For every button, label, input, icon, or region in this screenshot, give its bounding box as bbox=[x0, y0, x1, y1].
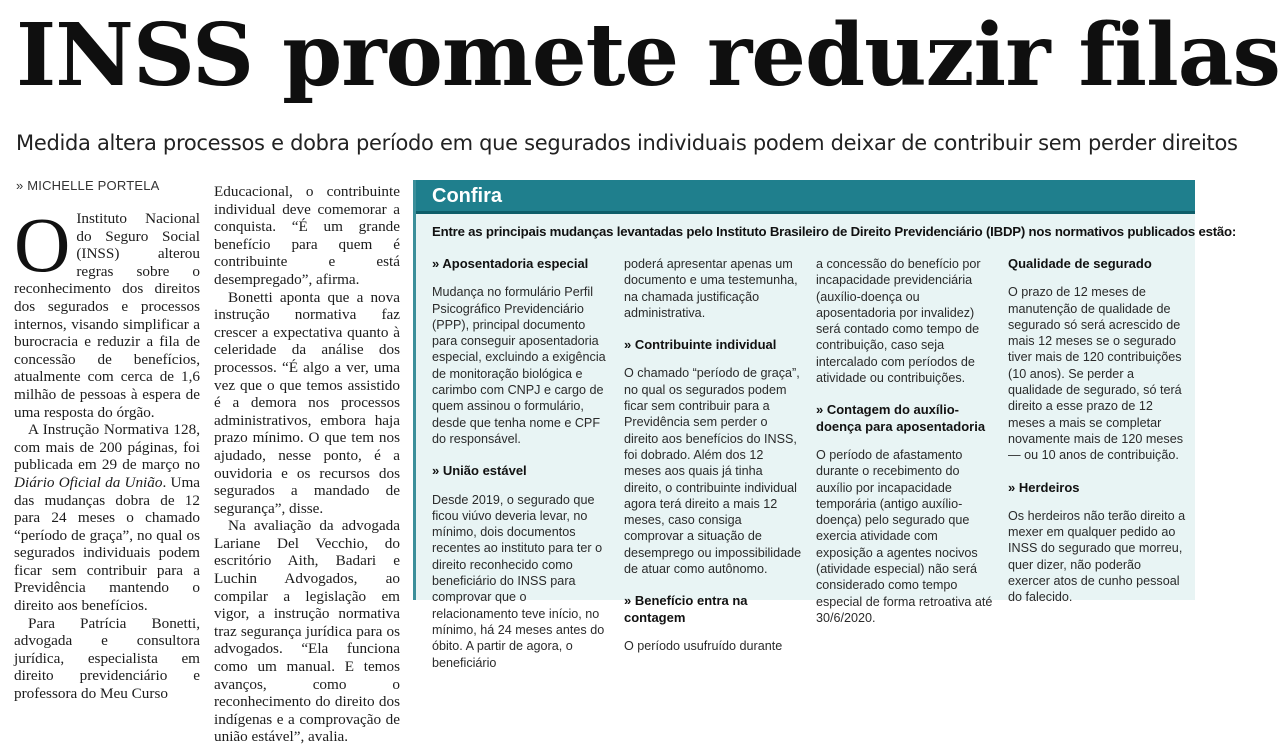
newspaper-name: Diário Oficial da União bbox=[14, 473, 163, 491]
section-body: Mudança no formulário Perfil Psicográfico Previdenciário (PPP), principal documento para conseguir aposentadoria especial, excluindo a exigência de monitoração biológica e carimbo com CNPJ e cargo de quem assinou o formulário, desde que tenha nome e CPF do responsável. bbox=[432, 285, 606, 446]
section-title: » Herdeiros bbox=[1008, 479, 1080, 495]
confira-box bbox=[413, 180, 1237, 670]
article-paragraph: Bonetti aponta que a nova instrução normativa faz crescer a expectativa quanto à celeridade da análise dos processos. “É algo a ver, uma vez que o que temos assistido é a demora nos processos administrativos, embora haja prazo mínimo. O que tem nos ajudado, nesse ponto, é a ouvidoria e os recursos dos segurados a mandado de segurança”, disse. bbox=[214, 288, 400, 517]
box-intro: Entre as principais mudanças levantadas pelo Instituto Brasileiro de Direito Previdenciário (IBDP) nos normativos publicados estão: bbox=[432, 224, 1237, 239]
section-title: » Aposentadoria especial bbox=[432, 256, 589, 271]
section-title: » Contribuinte individual bbox=[624, 337, 777, 353]
section-body: O prazo de 12 meses de manutenção de qualidade de segurado só será acrescido de mais 12 meses se o segurado tiver mais de 120 contribuições (10 anos). Se perder a qualidade de segurado, só terá direito a esse prazo de 12 meses a mais se completar novamente mais de 120 meses — ou 10 anos de contribuição. bbox=[1008, 285, 1184, 463]
box-title: Confira bbox=[432, 185, 502, 207]
box-column-4 bbox=[1008, 256, 1186, 605]
dropcap: O bbox=[14, 201, 71, 288]
section-title: » Contagem do auxílio-doença para aposentadoria bbox=[816, 402, 986, 434]
box-column-3 bbox=[816, 256, 994, 625]
box-header bbox=[416, 180, 1195, 214]
article-paragraph: Instituto Nacional do Seguro Social (INSS) alterou regras sobre o reconhecimento dos direitos dos segurados e processos internos, visando simplificar a burocracia e reduzir a fila de concessão de benefícios, atualmente com cerca de 1,6 milhão de pessoas à espera de uma resposta do órgão. bbox=[14, 210, 200, 421]
article-column-2 bbox=[214, 183, 400, 746]
article-paragraph bbox=[14, 421, 200, 615]
article-paragraph: Educacional, o contribuinte individual deve comemorar a conquista. “É um grande benefício para quem é contribuinte e está desempregado”, afirma. bbox=[214, 183, 400, 288]
section-body: Os herdeiros não terão direito a mexer em qualquer pedido ao INSS do segurado que morreu, quer dizer, não poderão exercer atos de cunho pessoal do falecido. bbox=[1008, 508, 1186, 605]
section-body: O período usufruído durante bbox=[624, 638, 783, 653]
article-paragraph: Na avaliação da advogada Lariane Del Vecchio, do escritório Aith, Badari e Luchin Advogados, ao compilar a legislação em vigor, a instrução normativa traz segurança jurídica para os advogados. “Ela funciona como um manual. E temos avanços, como o reconhecimento do direito dos indígenas e a comprovação de união estável”, avalia. bbox=[214, 517, 400, 746]
box-column-1 bbox=[432, 256, 610, 670]
section-body: poderá apresentar apenas um documento e uma testemunha, na chamada justificação administrativa. bbox=[624, 257, 798, 320]
byline: » MICHELLE PORTELA bbox=[16, 178, 160, 193]
section-body: O chamado “período de graça”, no qual os segurados podem ficar sem contribuir para a Previdência sem perder o direito aos benefícios do INSS, foi dobrado. Além dos 12 meses aos quais já tinha direito, o contribuinte individual agora terá direito a mais 12 meses, caso consiga comprovar a situação de desemprego ou impossibilidade de atuar como autônomo. bbox=[624, 366, 802, 577]
paragraph-text: . Uma das mudanças dobra de 12 para 24 meses o chamado “período de graça”, no qual os segurados individuais podem ficar sem contribuir para a Previdência mantendo o direito aos benefícios. bbox=[14, 473, 200, 615]
section-title: » União estável bbox=[432, 463, 527, 479]
box-column-2 bbox=[624, 256, 802, 653]
section-body: Desde 2019, o segurado que ficou viúvo deveria levar, no mínimo, dois documentos recentes ao instituto para ter o direito reconhecido como beneficiário do INSS para comprovar que o relacionamento teve início, no mínimo, há 24 meses antes do óbito. A partir de agora, o beneficiário bbox=[432, 492, 605, 670]
section-title: » Benefício entra na contagem bbox=[624, 593, 748, 625]
section-body: O período de afastamento durante o recebimento do auxílio por incapacidade temporária (antigo auxílio-doença) pelo segurado que exercia atividade com exposição a agentes nocivos (atividade especial) não será considerado como tempo especial de forma retroativa até 30/6/2020. bbox=[816, 447, 993, 625]
headline: INSS promete reduzir filas bbox=[16, 5, 1280, 106]
article-paragraph: Para Patrícia Bonetti, advogada e consultora jurídica, especialista em direito previdenciário e professora do Meu Curso bbox=[14, 614, 200, 703]
paragraph-text: A Instrução Normativa 128, com mais de 200 páginas, foi publicada em 29 de março no bbox=[14, 421, 200, 474]
section-body: a concessão do benefício por incapacidade previdenciária (auxílio-doença ou aposentadoria por invalidez) será contado como tempo de contribuição, caso seja intercalado com períodos de atividade ou contribuições. bbox=[816, 257, 981, 386]
subheadline: Medida altera processos e dobra período em que segurados individuais podem deixar de contribuir sem perder direitos bbox=[16, 131, 1238, 155]
article-column-1 bbox=[14, 201, 200, 703]
section-title: Qualidade de segurado bbox=[1008, 256, 1152, 271]
